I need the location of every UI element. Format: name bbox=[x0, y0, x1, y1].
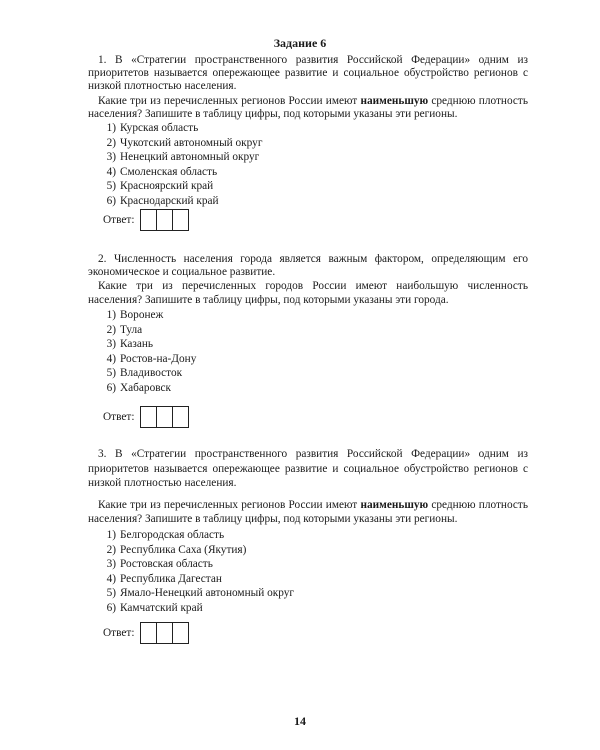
task-1-options bbox=[100, 121, 262, 209]
list-item: 5) Ямало-Ненецкий автономный округ bbox=[106, 587, 295, 600]
task-1 bbox=[88, 54, 528, 121]
task-2-intro: 2. Численность населения города является важным фактором, определяющим его экономическое и социальное развитие. bbox=[88, 253, 528, 279]
page-number: 14 bbox=[294, 714, 306, 728]
task-1-question: Какие три из перечисленных регионов России имеют наименьшую среднюю плотность населения? Запишите в таблицу цифры, под которыми указаны эти регионы. bbox=[88, 94, 529, 120]
task-3-question: Какие три из перечисленных регионов России имеют наименьшую среднюю плотность населения? Запишите в таблицу цифры, под которыми указаны эти регионы. bbox=[88, 498, 529, 525]
list-item: 2) Чукотский автономный округ bbox=[106, 136, 263, 149]
task-1-emphasis: наименьшую bbox=[360, 94, 429, 107]
task-2 bbox=[88, 253, 528, 307]
task-2-answer bbox=[103, 406, 189, 428]
task-3-emphasis: наименьшую bbox=[360, 498, 429, 511]
list-item: 3) Ненецкий автономный округ bbox=[106, 151, 260, 164]
answer-cell[interactable] bbox=[172, 623, 188, 643]
list-item: 6) Хабаровск bbox=[106, 381, 172, 394]
task-1-answer-boxes bbox=[140, 209, 189, 231]
answer-cell[interactable] bbox=[141, 407, 156, 427]
list-item: 5) Красноярский край bbox=[106, 180, 214, 193]
answer-cell[interactable] bbox=[172, 210, 188, 230]
task-3-answer-boxes bbox=[140, 622, 189, 644]
list-item: 6) Камчатский край bbox=[106, 601, 203, 614]
task-2-options bbox=[100, 308, 196, 396]
answer-cell[interactable] bbox=[156, 623, 172, 643]
task-2-question: Какие три из перечисленных городов России имеют наибольшую численность населения? Запишите в таблицу цифры, под которыми указаны эти города. bbox=[88, 280, 528, 306]
task-3-answer bbox=[103, 622, 189, 644]
answer-cell[interactable] bbox=[156, 407, 172, 427]
answer-label: Ответ: bbox=[103, 214, 135, 226]
list-item: 2) Республика Саха (Якутия) bbox=[106, 543, 247, 556]
list-item: 4) Смоленская область bbox=[106, 165, 218, 178]
task-3-options bbox=[100, 528, 294, 616]
list-item: 1) Курская область bbox=[106, 122, 199, 134]
task-3 bbox=[88, 447, 528, 527]
list-item: 1) Белгородская область bbox=[106, 529, 225, 541]
list-item: 3) Казань bbox=[106, 338, 154, 351]
task-2-answer-boxes bbox=[140, 406, 189, 428]
list-item: 2) Тула bbox=[106, 323, 143, 336]
list-item: 6) Краснодарский край bbox=[106, 194, 219, 207]
list-item: 4) Республика Дагестан bbox=[106, 572, 222, 585]
list-item: 3) Ростовская область bbox=[106, 558, 213, 571]
task-3-intro: 3. В «Стратегии пространственного развития Российской Федерации» одним из приоритетов называется опережающее развитие и социальное обустройство регионов с низкой плотностью населения. bbox=[88, 448, 528, 489]
answer-cell[interactable] bbox=[156, 210, 172, 230]
list-item: 1) Воронеж bbox=[106, 309, 164, 321]
list-item: 5) Владивосток bbox=[106, 367, 183, 380]
answer-label: Ответ: bbox=[103, 411, 135, 423]
task-1-answer bbox=[103, 209, 189, 231]
answer-cell[interactable] bbox=[141, 623, 156, 643]
answer-label: Ответ: bbox=[103, 627, 135, 639]
answer-cell[interactable] bbox=[172, 407, 188, 427]
answer-cell[interactable] bbox=[141, 210, 156, 230]
task-1-intro: 1. В «Стратегии пространственного развития Российской Федерации» одним из приоритетов называется опережающее развитие и социальное обустройство регионов с низкой плотностью населения. bbox=[88, 54, 528, 93]
page-title: Задание 6 bbox=[273, 36, 327, 50]
list-item: 4) Ростов-на-Дону bbox=[106, 352, 197, 365]
